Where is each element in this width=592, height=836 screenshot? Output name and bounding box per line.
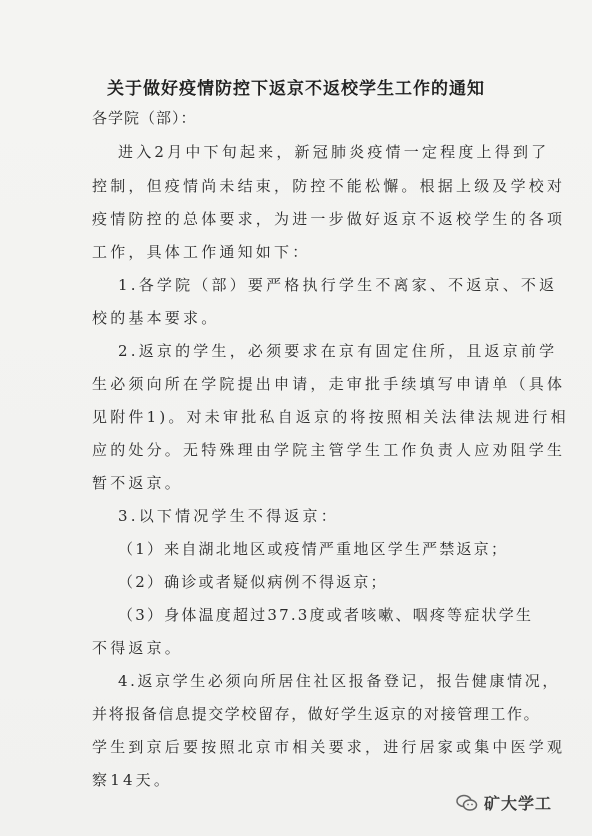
- salutation: 各学院（部）：: [92, 109, 197, 127]
- paragraph-line: 察14天。: [92, 771, 173, 789]
- wechat-icon: [456, 794, 478, 812]
- paragraph-line: 1.各学院（部）要严格执行学生不离家、不返京、不返: [118, 276, 558, 294]
- paragraph-line: 并将报备信息提交学校留存，做好学生返京的对接管理工作。: [92, 705, 541, 723]
- paragraph-line: 校的基本要求。: [92, 309, 220, 327]
- paragraph-line: 生必须向所在学院提出申请，走审批手续填写申请单（具体: [92, 375, 566, 393]
- paragraph-line: 3.以下情况学生不得返京：: [118, 507, 339, 525]
- paragraph-line: 控制，但疫情尚未结束，防控不能松懈。根据上级及学校对: [92, 177, 566, 195]
- paragraph-line: 进入2月中下旬起来，新冠肺炎疫情一定程度上得到了: [118, 143, 550, 161]
- paragraph-line: 不得返京。: [92, 639, 184, 657]
- paragraph-line: 2.返京的学生，必须要求在京有固定住所，且返京前学: [118, 342, 558, 360]
- watermark: [456, 791, 552, 814]
- list-item: （3）身体温度超过37.3度或者咳嗽、咽疼等症状学生: [118, 606, 534, 624]
- list-item: （2）确诊或者疑似病例不得返京；: [118, 573, 388, 591]
- watermark-text: 矿大学工: [483, 794, 552, 813]
- paragraph-line: 见附件1)。对未审批私自返京的将按照相关法律法规进行相: [92, 408, 569, 426]
- document-title: 关于做好疫情防控下返京不返校学生工作的通知: [107, 79, 485, 99]
- paragraph-line: 学生到京后要按照北京市相关要求，进行居家或集中医学观: [92, 738, 566, 756]
- paragraph-line: 应的处分。无特殊理由学院主管学生工作负责人应劝阻学生: [92, 441, 566, 459]
- paragraph-line: 疫情防控的总体要求，为进一步做好返京不返校学生的各项: [92, 210, 566, 228]
- list-item: （1）来自湖北地区或疫情严重地区学生严禁返京；: [118, 540, 509, 558]
- paragraph-line: 4.返京学生必须向所居住社区报备登记，报告健康情况，: [118, 672, 560, 690]
- paragraph-line: 工作，具体工作通知如下：: [92, 243, 311, 261]
- paragraph-line: 暂不返京。: [92, 474, 184, 492]
